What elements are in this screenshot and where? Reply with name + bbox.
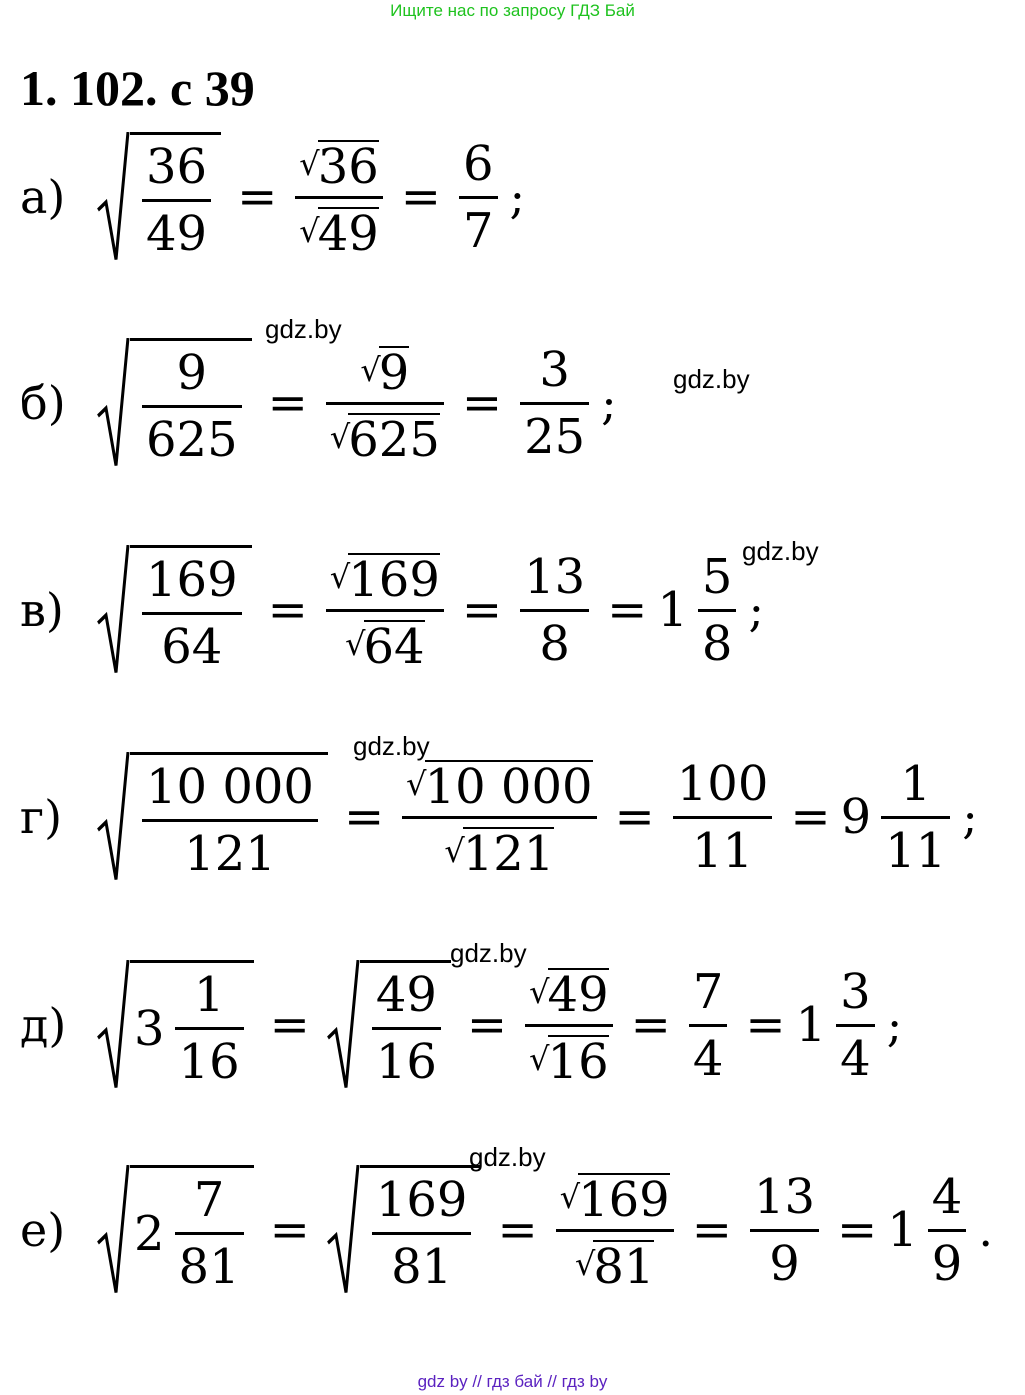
item-label: е) [20, 1203, 66, 1257]
equation-row-e: е) 2 $\frac{7}{81}$ = $\frac{169}{81}$ = √ 169 √ 81 = $\frac{13}{9}$ = 1 $\frac{4}{9}$ . [20, 1165, 993, 1295]
sqrt: 3 $\frac{1}{16}$ [96, 960, 254, 1090]
fraction: $\frac{3}{25}$ [520, 342, 589, 465]
equation-row-d: д) 3 $\frac{1}{16}$ = $\frac{49}{16}$ = √ 49 √ 16 = $\frac{7}{4}$ = 1 $\frac{3}{4}$ ; [20, 960, 902, 1090]
fraction: $\frac{1}{16}$ [175, 967, 244, 1090]
fraction: $\frac{49}{16}$ [372, 967, 441, 1090]
fraction: $\frac{36}{49}$ [142, 139, 211, 262]
top-banner[interactable]: Ищите нас по запросу ГДЗ Бай [390, 1, 635, 20]
watermark: gdz.by [673, 364, 750, 394]
footer-links[interactable]: gdz by // гдз бай // гдз by [417, 1372, 608, 1391]
radical-sign-icon [96, 338, 130, 468]
fraction: $\frac{7}{81}$ [175, 1172, 244, 1295]
sqrt [96, 752, 328, 882]
fraction: √ 36 √ 49 [295, 136, 382, 259]
fraction: $\frac{3}{4}$ [836, 964, 875, 1087]
fraction: √ 169 √ 81 [556, 1169, 674, 1292]
page-title: 1. 102. с 39 [20, 60, 255, 116]
fraction: √ 10 000 √ 121 [402, 756, 596, 879]
fraction: √ 169 √ 64 [326, 549, 444, 672]
item-label: а) [20, 170, 66, 224]
watermark: gdz.by [265, 314, 342, 344]
radical-sign-icon [96, 960, 130, 1090]
sqrt [96, 338, 252, 468]
radical-sign-icon [96, 752, 130, 882]
sqrt [326, 1165, 482, 1295]
fraction: $\frac{13}{9}$ [750, 1169, 819, 1292]
fraction: $\frac{100}{11}$ [673, 756, 773, 879]
fraction: $\frac{7}{4}$ [689, 964, 728, 1087]
watermark: gdz.by [742, 536, 819, 566]
equation-row-b: б) $\frac{9}{625}$ = √ 9 √ 625 = $\frac{3}{25}$ ; [20, 338, 617, 468]
item-label: б) [20, 376, 66, 430]
radical-sign-icon [96, 132, 130, 262]
fraction: $\frac{4}{9}$ [928, 1169, 967, 1292]
equation-row-g: г) $\frac{10 000}{121}$ = √ 10 000 √ 121 = $\frac{100}{11}$ = 9 $\frac{1}{11}$ ; [20, 752, 978, 882]
radical-sign-icon [326, 960, 360, 1090]
watermark: gdz.by [450, 938, 527, 968]
sqrt [96, 132, 221, 262]
sqrt [326, 960, 451, 1090]
fraction: $\frac{169}{81}$ [372, 1172, 472, 1295]
item-label: г) [20, 790, 63, 844]
fraction: $\frac{6}{7}$ [459, 136, 498, 259]
watermark: gdz.by [353, 731, 430, 761]
fraction: $\frac{1}{11}$ [881, 756, 950, 879]
fraction: √ 9 √ 625 [326, 342, 444, 465]
item-label: в) [20, 583, 64, 637]
fraction: $\frac{169}{64}$ [142, 552, 242, 675]
radical-sign-icon [96, 1165, 130, 1295]
fraction: $\frac{9}{625}$ [142, 345, 242, 468]
equation-row-a: а) $\frac{36}{49}$ = √ 36 √ 49 = $\frac{6}{7}$ ; [20, 132, 525, 262]
item-label: д) [20, 998, 67, 1052]
sqrt: 2 $\frac{7}{81}$ [96, 1165, 254, 1295]
fraction: $\frac{10 000}{121}$ [142, 759, 318, 882]
fraction: $\frac{5}{8}$ [698, 549, 737, 672]
watermark: gdz.by [469, 1142, 546, 1172]
fraction: $\frac{13}{8}$ [520, 549, 589, 672]
equation-row-v: в) $\frac{169}{64}$ = √ 169 √ 64 = $\frac{13}{8}$ = 1 $\frac{5}{8}$ ; [20, 545, 764, 675]
radical-sign-icon [96, 545, 130, 675]
radical-sign-icon [326, 1165, 360, 1295]
sqrt [96, 545, 252, 675]
fraction: √ 49 √ 16 [525, 964, 612, 1087]
